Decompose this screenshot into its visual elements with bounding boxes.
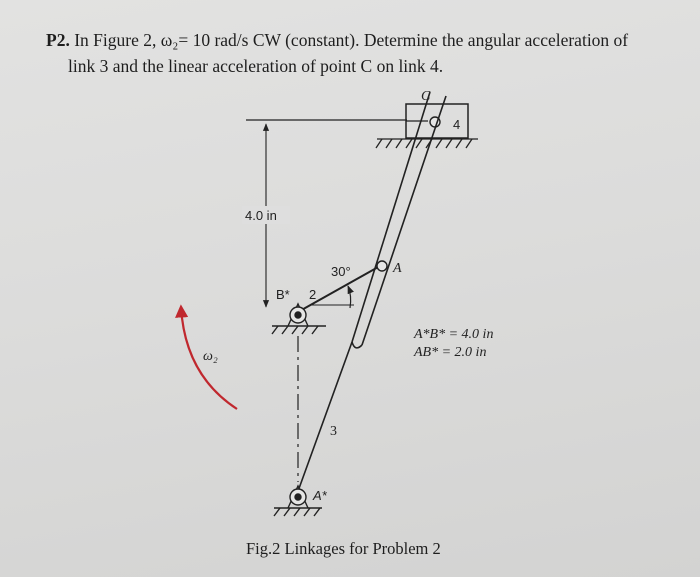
label-A-star: A* xyxy=(313,488,327,503)
pin-A xyxy=(377,261,387,271)
given-ABstar: AB* = 2.0 in xyxy=(414,345,487,360)
label-B-star: B* xyxy=(276,287,290,302)
dimension-label: 4.0 in xyxy=(245,208,277,223)
figure-caption: Fig.2 Linkages for Problem 2 xyxy=(246,539,441,558)
label-link-4: 4 xyxy=(453,117,461,132)
omega2-label: ω₂ xyxy=(203,349,218,364)
given-AstarBstar: A*B* = 4.0 in xyxy=(414,327,494,342)
angle-label: 30° xyxy=(331,264,351,279)
ground-pivot-B xyxy=(272,304,326,334)
label-C: C xyxy=(421,89,431,104)
link-3 xyxy=(297,92,446,494)
label-A: A xyxy=(393,261,402,276)
problem-text-line1: In Figure 2, ω₂= 10 rad/s CW (constant). Determine the angular acceleration of xyxy=(69,30,629,50)
slider-ground xyxy=(376,139,478,148)
problem-number: P2. xyxy=(46,30,70,50)
label-link-3: 3 xyxy=(330,424,337,439)
problem-text-line2: link 3 and the linear acceleration of point C on link 4. xyxy=(68,56,444,76)
label-link-2: 2 xyxy=(309,287,317,302)
